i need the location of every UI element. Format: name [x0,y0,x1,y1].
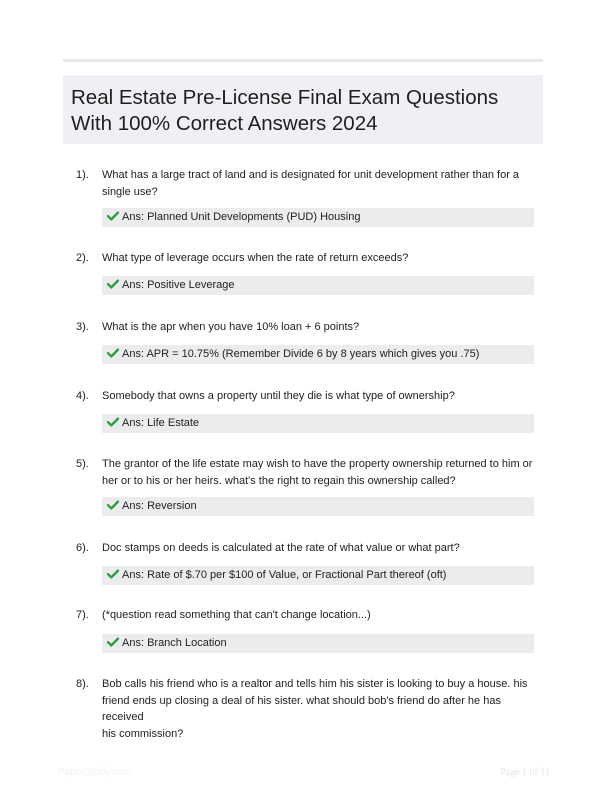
question-line: What type of leverage occurs when the rate of return exceeds? [102,252,409,264]
answer-box [102,566,534,585]
question-number: 4). [76,390,89,402]
question-text [102,607,542,624]
question-number: 8). [76,678,89,690]
check-icon [107,348,119,358]
question-line: single use? [102,185,158,198]
answer-text: Ans: Reversion [122,500,197,512]
question-number: 6). [76,542,89,554]
question-line: The grantor of the life estate may wish to have the property ownership returned to him or [102,458,533,470]
question-line: his commission? [102,727,184,740]
question-number: 5). [76,458,89,470]
question-line: What has a large tract of land and is designated for unit development rather than for a [102,169,520,181]
question-line: What is the apr when you have 10% loan + 6 points? [102,321,360,333]
question-text [102,388,542,405]
answer-text: Ans: Rate of $.70 per $100 of Value, or Fractional Part thereof (oft) [122,569,447,581]
question-line: Doc stamps on deeds is calculated at the rate of what value or what part? [102,542,460,554]
question-line: Bob calls his friend who is a realtor and tells him his sister is looking to buy a house. his [102,678,528,690]
answer-box [102,345,534,364]
question-text [102,319,542,336]
check-icon [107,417,119,427]
answer-text: Ans: Life Estate [122,417,200,429]
question-text [102,540,542,557]
answer-text: Ans: Positive Leverage [122,279,235,291]
page-number: Page 1 of 11 [500,767,550,778]
question-number: 1). [76,169,89,181]
footer-watermark: PaperStudy.com [58,767,132,778]
answer-text: Ans: Branch Location [122,637,227,649]
question-text [102,167,542,200]
check-icon [107,279,119,289]
check-icon [107,211,119,221]
question-line: friend ends up closing a deal of his sister. what should bob's friend do after he has received [102,694,501,723]
question-line: Somebody that owns a property until they die is what type of ownership? [102,390,455,402]
answer-text: Ans: APR = 10.75% (Remember Divide 6 by 8 years which gives you .75) [122,348,480,360]
document-title-line-2: With 100% Correct Answers 2024 [71,112,378,135]
document-title-box [63,75,543,144]
answer-box [102,497,534,516]
check-icon [107,500,119,510]
question-number: 7). [76,609,89,621]
question-text [102,250,542,267]
answer-box [102,634,534,653]
question-number: 3). [76,321,89,333]
question-text [102,456,542,489]
check-icon [107,569,119,579]
question-line: (*question read something that can't change location...) [102,609,371,621]
answer-text: Ans: Planned Unit Developments (PUD) Housing [122,211,361,223]
question-number: 2). [76,252,89,264]
question-text [102,676,542,742]
top-divider [63,59,543,62]
document-title-line-1: Real Estate Pre-License Final Exam Questions [71,86,499,109]
answer-box [102,208,534,227]
question-line: her or to his or her heirs. what's the right to regain this ownership called? [102,474,456,487]
answer-box [102,276,534,295]
check-icon [107,637,119,647]
answer-box [102,414,534,433]
